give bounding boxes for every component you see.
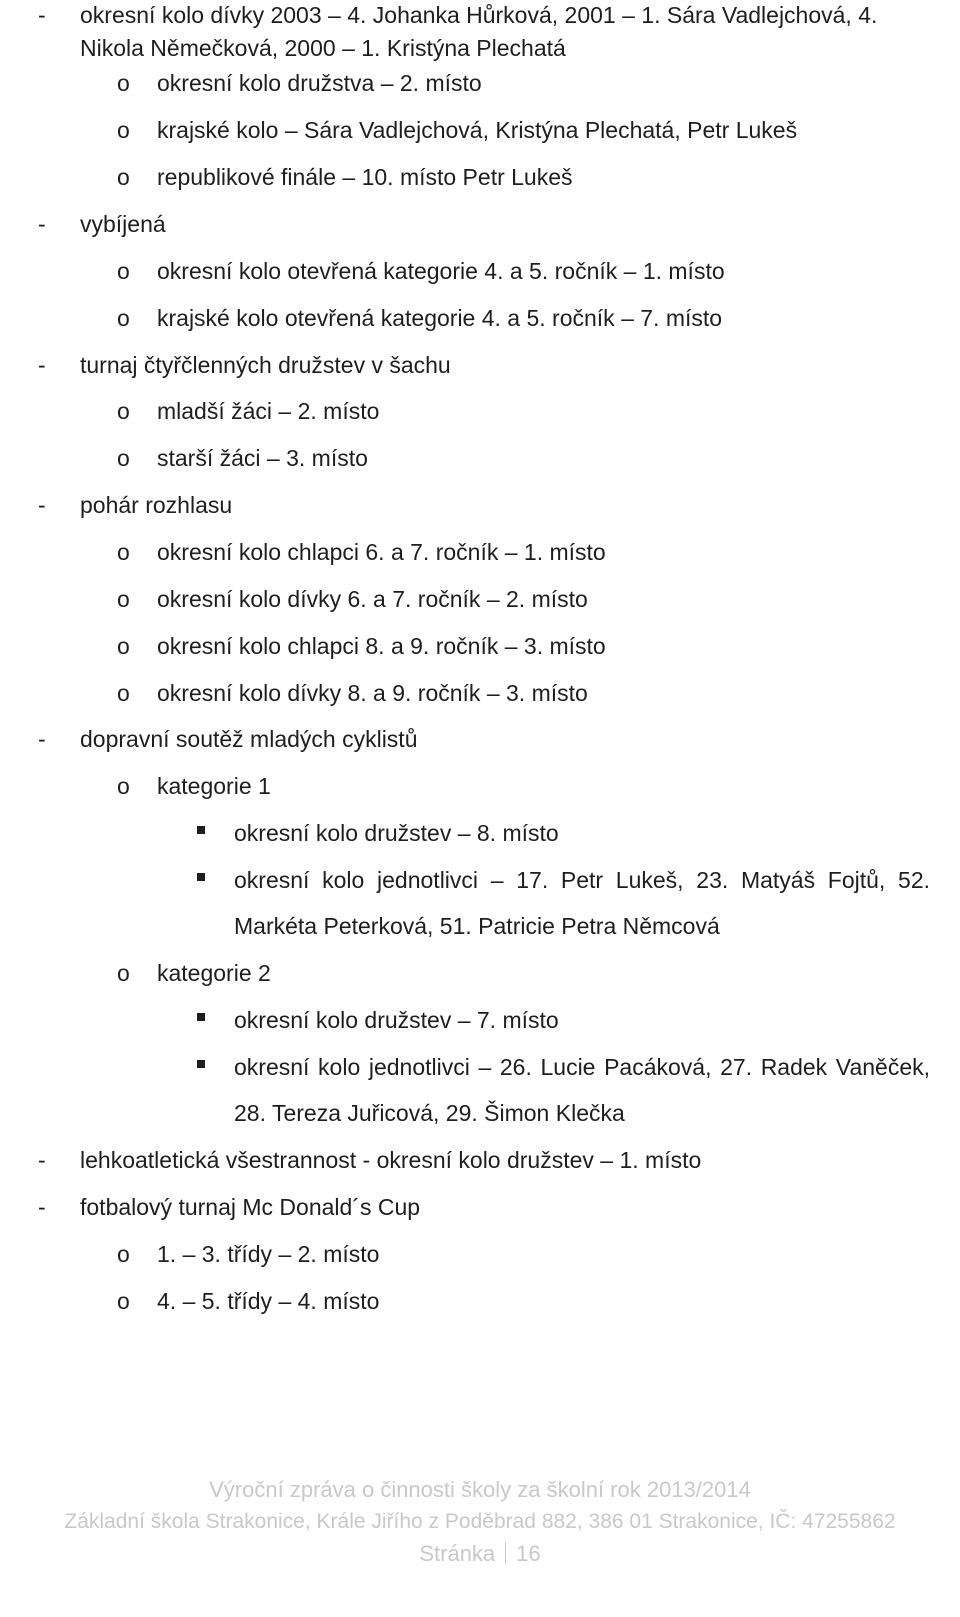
list-item: okresní kolo jednotlivci – 26. Lucie Pacáková, 27. Radek Vaněček,	[234, 1054, 930, 1080]
list-item: 1. – 3. třídy – 2. místo	[157, 1241, 380, 1267]
page-separator	[505, 1542, 506, 1564]
footer-school-address: Základní škola Strakonice, Krále Jiřího z Poděbrad 882, 386 01 Strakonice, IČ: 47255862	[64, 1510, 896, 1533]
circle-marker: o	[117, 258, 130, 284]
footer-report-title: Výroční zpráva o činnosti školy za školní rok 2013/2014	[209, 1477, 751, 1502]
list-item: krajské kolo otevřená kategorie 4. a 5. ročník – 7. místo	[157, 305, 723, 331]
list-item-continuation: Nikola Němečková, 2000 – 1. Kristýna Plechatá	[80, 35, 566, 61]
list-item: okresní kolo dívky 2003 – 4. Johanka Hůrková, 2001 – 1. Sára Vadlejchová, 4.	[80, 2, 878, 28]
circle-marker: o	[117, 398, 130, 424]
circle-marker: o	[117, 586, 130, 612]
square-bullet-icon	[197, 1013, 205, 1021]
dash-marker: -	[38, 1194, 46, 1220]
circle-marker: o	[117, 1288, 130, 1314]
square-bullet-icon	[197, 1060, 205, 1068]
list-item: okresní kolo družstev – 7. místo	[234, 1007, 559, 1033]
circle-marker: o	[117, 117, 130, 143]
dash-marker: -	[38, 211, 46, 237]
circle-marker: o	[117, 773, 130, 799]
list-item: kategorie 2	[157, 960, 271, 986]
list-item: krajské kolo – Sára Vadlejchová, Kristýna Plechatá, Petr Lukeš	[157, 117, 798, 143]
circle-marker: o	[117, 960, 130, 986]
list-item: okresní kolo družstva – 2. místo	[157, 70, 482, 96]
dash-marker: -	[38, 726, 46, 752]
footer-page	[0, 1540, 960, 1568]
circle-marker: o	[117, 70, 130, 96]
circle-marker: o	[117, 680, 130, 706]
dash-marker: -	[38, 2, 46, 28]
list-item: 4. – 5. třídy – 4. místo	[157, 1288, 380, 1314]
circle-marker: o	[117, 445, 130, 471]
section-heading: vybíjená	[80, 211, 166, 237]
list-item: republikové finále – 10. místo Petr Lukeš	[157, 164, 573, 190]
list-item: okresní kolo jednotlivci – 17. Petr Lukeš, 23. Matyáš Fojtů, 52.	[234, 867, 930, 893]
section-heading: lehkoatletická všestrannost - okresní kolo družstev – 1. místo	[80, 1147, 702, 1173]
dash-marker: -	[38, 492, 46, 518]
circle-marker: o	[117, 305, 130, 331]
list-item: okresní kolo chlapci 8. a 9. ročník – 3. místo	[157, 633, 606, 659]
list-item-continuation: 28. Tereza Juřicová, 29. Šimon Klečka	[234, 1100, 625, 1126]
dash-marker: -	[38, 352, 46, 378]
circle-marker: o	[117, 539, 130, 565]
list-item: okresní kolo družstev – 8. místo	[234, 820, 559, 846]
list-item: starší žáci – 3. místo	[157, 445, 368, 471]
section-heading: pohár rozhlasu	[80, 492, 233, 518]
dash-marker: -	[38, 1147, 46, 1173]
circle-marker: o	[117, 633, 130, 659]
list-item: mladší žáci – 2. místo	[157, 398, 380, 424]
list-item: okresní kolo dívky 8. a 9. ročník – 3. místo	[157, 680, 588, 706]
square-bullet-icon	[197, 826, 205, 834]
page-number: 16	[516, 1541, 541, 1566]
square-bullet-icon	[197, 873, 205, 881]
list-item: kategorie 1	[157, 773, 271, 799]
list-item: okresní kolo chlapci 6. a 7. ročník – 1. místo	[157, 539, 606, 565]
page-label: Stránka	[419, 1541, 496, 1566]
section-heading: turnaj čtyřčlenných družstev v šachu	[80, 352, 451, 378]
circle-marker: o	[117, 1241, 130, 1267]
list-item-continuation: Markéta Peterková, 51. Patricie Petra Němcová	[234, 913, 720, 939]
section-heading: dopravní soutěž mladých cyklistů	[80, 726, 418, 752]
section-heading: fotbalový turnaj Mc Donald´s Cup	[80, 1194, 421, 1220]
circle-marker: o	[117, 164, 130, 190]
list-item: okresní kolo otevřená kategorie 4. a 5. ročník – 1. místo	[157, 258, 725, 284]
list-item: okresní kolo dívky 6. a 7. ročník – 2. místo	[157, 586, 588, 612]
